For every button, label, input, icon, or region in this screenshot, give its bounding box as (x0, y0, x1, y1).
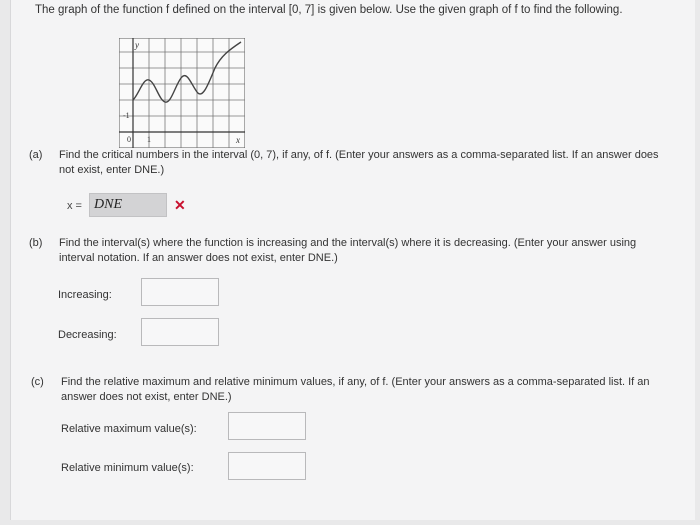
relative-max-label: Relative maximum value(s): (61, 423, 197, 435)
incorrect-icon: ✕ (174, 197, 186, 213)
critical-numbers-input[interactable]: DNE (89, 193, 167, 217)
part-c-question: Find the relative maximum and relative minimum values, if any, of f. (Enter your answers as a comma-separated list. If an answer does not exist, enter DNE.) (61, 376, 650, 403)
part-b-letter: (b) (29, 237, 43, 249)
tick-label-neg-one: -1 (123, 111, 130, 120)
decreasing-label: Decreasing: (58, 329, 117, 341)
tick-label-one: 1 (147, 135, 151, 144)
increasing-input[interactable] (141, 278, 219, 306)
relative-min-label: Relative minimum value(s): (61, 462, 194, 474)
part-c-letter: (c) (31, 376, 44, 388)
function-graph (119, 38, 245, 148)
y-axis-label: y (135, 40, 139, 50)
part-a-question: Find the critical numbers in the interval (0, 7), if any, of f. (Enter your answers as a comma-separated list. If an answer does not exist, enter DNE.) (59, 149, 659, 176)
tick-label-zero: 0 (127, 135, 131, 144)
problem-intro: The graph of the function f defined on the interval [0, 7] is given below. Use the given graph of f to find the following. (35, 4, 623, 16)
decreasing-input[interactable] (141, 318, 219, 346)
part-a-letter: (a) (29, 149, 43, 161)
x-axis-label: x (236, 135, 240, 145)
relative-max-input[interactable] (228, 412, 306, 440)
relative-min-input[interactable] (228, 452, 306, 480)
part-b-question: Find the interval(s) where the function is increasing and the interval(s) where it is decreasing. (Enter your answer using interval notation. If an answer does not exist, enter DNE.) (59, 237, 637, 264)
increasing-label: Increasing: (58, 289, 112, 301)
question-page (10, 0, 695, 520)
part-a-x-label: x = (67, 200, 82, 212)
